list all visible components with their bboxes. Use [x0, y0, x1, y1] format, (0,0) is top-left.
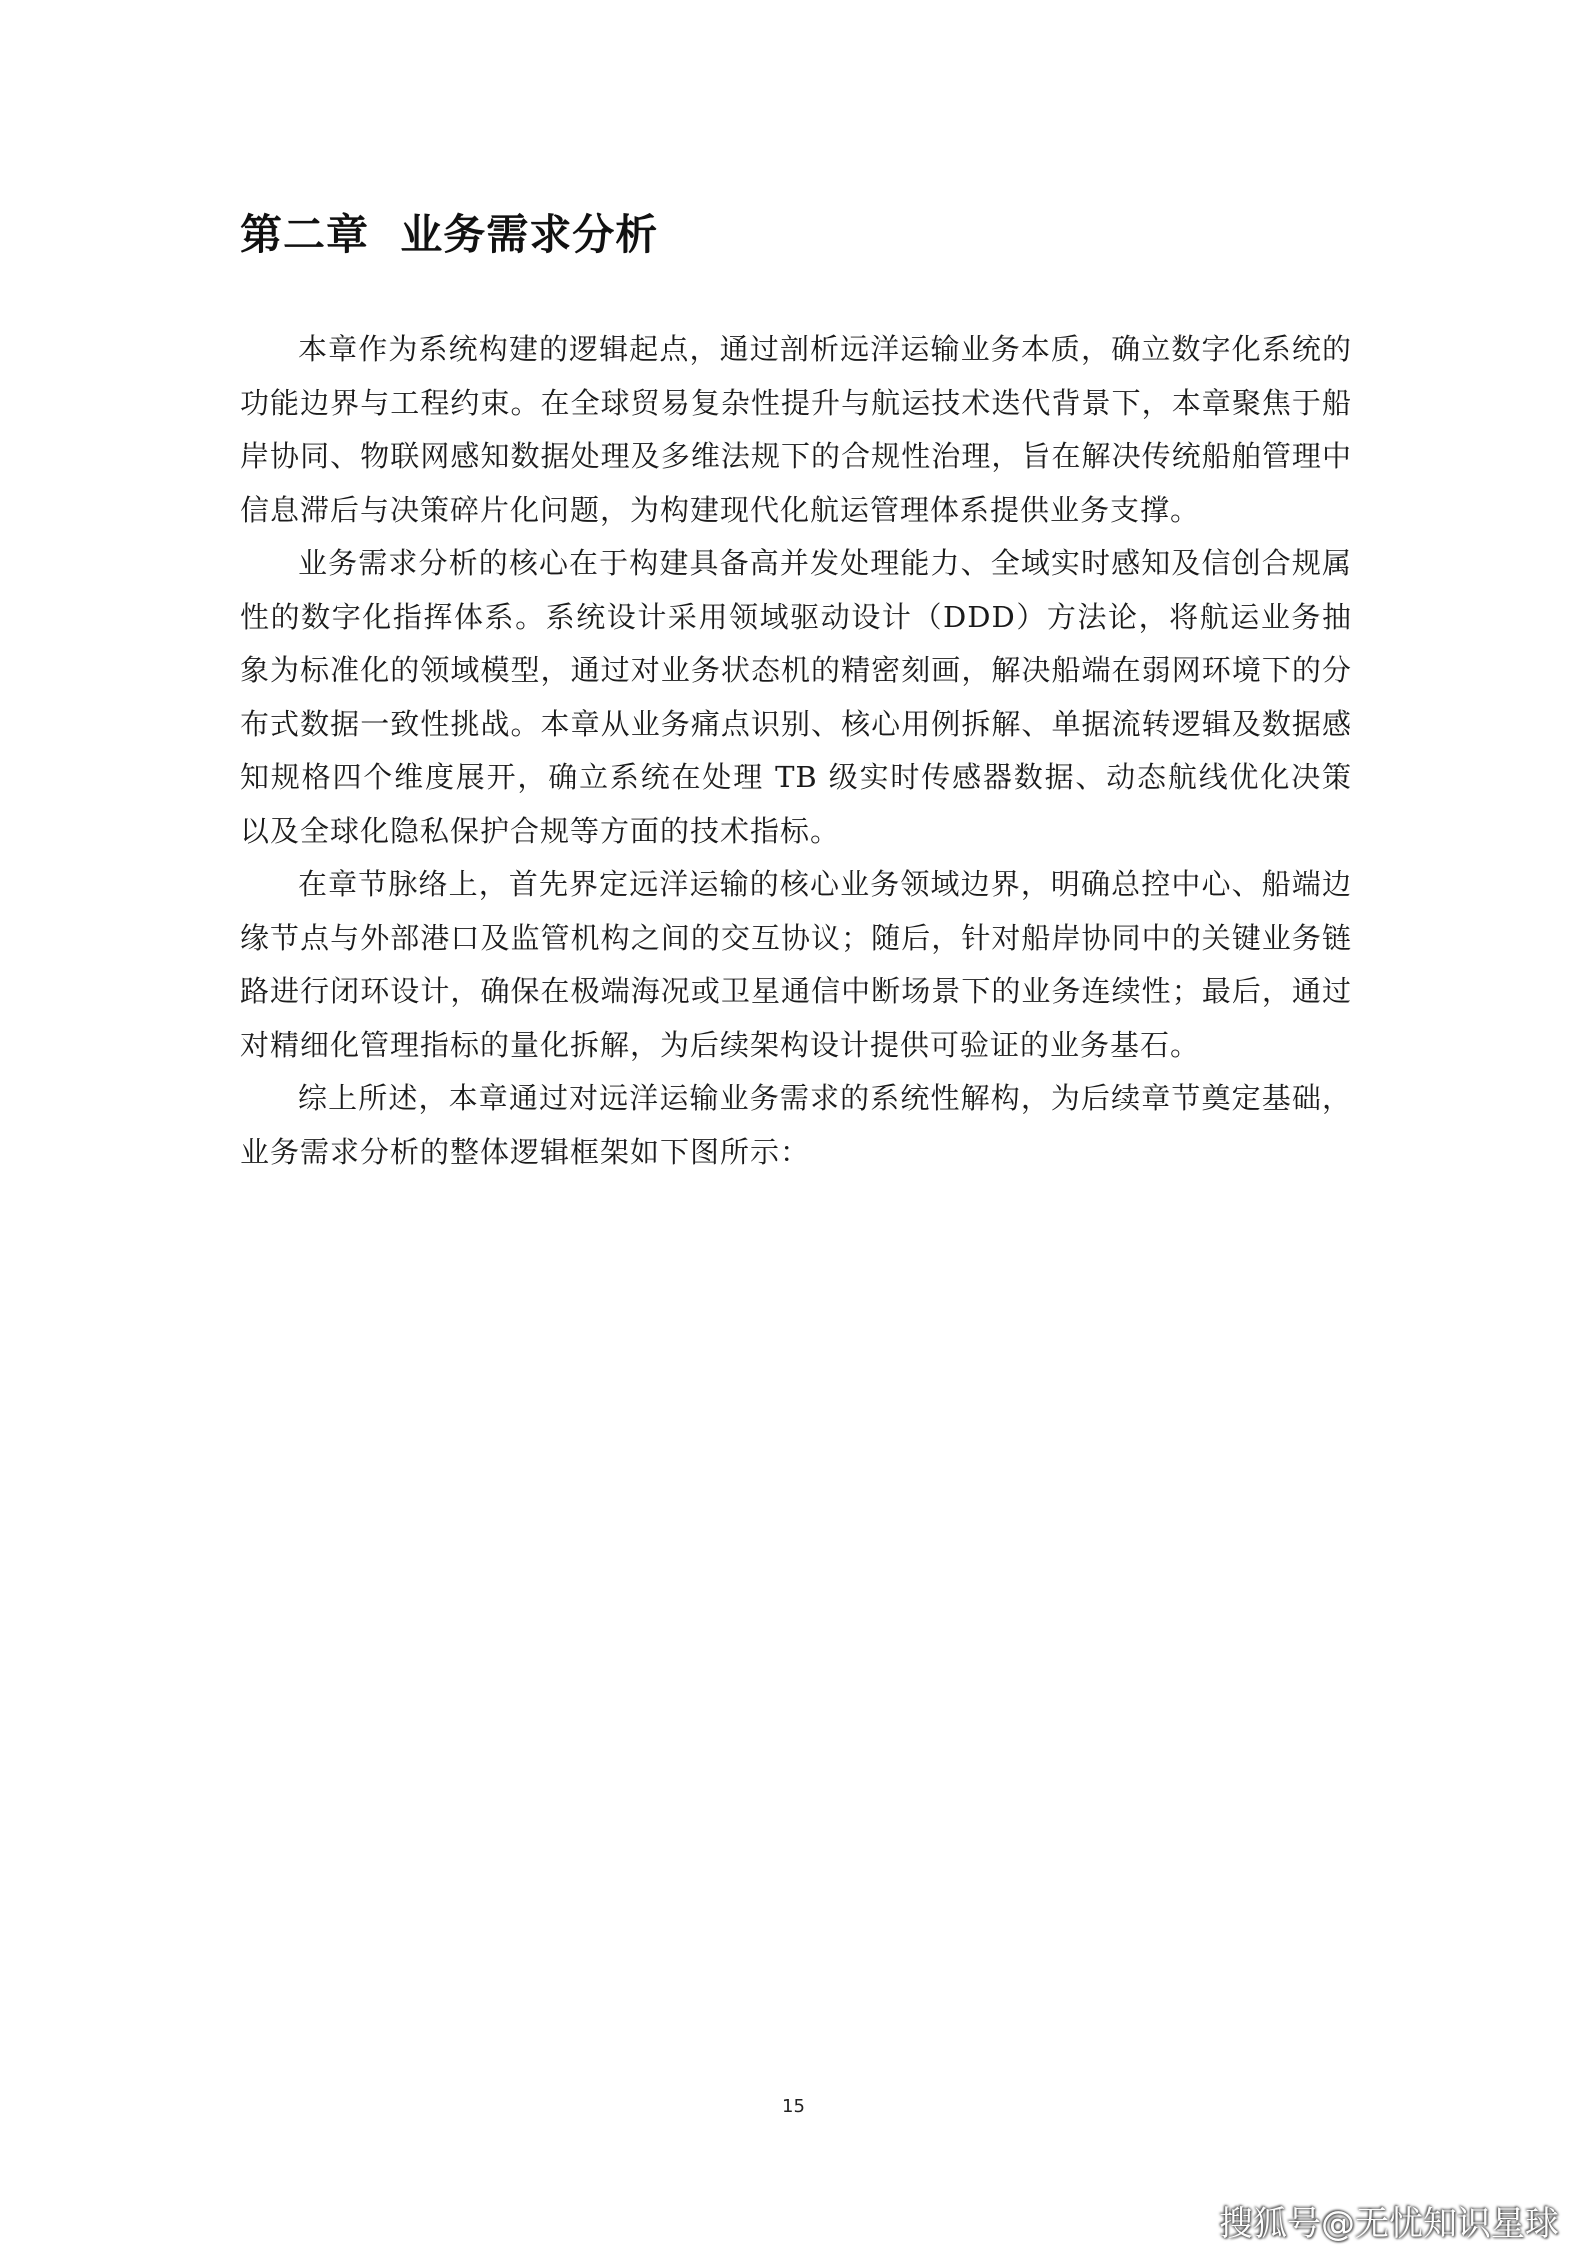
- watermark: 搜狐号@无忧知识星球: [1219, 2204, 1559, 2244]
- chapter-title: 第二章 业务需求分析: [240, 210, 659, 259]
- paragraph-structure: 在章节脉络上，首先界定远洋运输的核心业务领域边界，明确总控中心、船端边缘节点与外部港口及监管机构之间的交互协议；随后，针对船岸协同中的关键业务链路进行闭环设计，确保在极端海况或卫星通信中断场景下的业务连续性；最后，通过对精细化管理指标的量化拆解，为后续架构设计提供可验证的业务基石。: [240, 867, 1352, 1062]
- paragraph-intro: 本章作为系统构建的逻辑起点，通过剖析远洋运输业务本质，确立数字化系统的功能边界与工程约束。在全球贸易复杂性提升与航运技术迭代背景下，本章聚焦于船岸协同、物联网感知数据处理及多维法规下的合规性治理，旨在解决传统船舶管理中信息滞后与决策碎片化问题，为构建现代化航运管理体系提供业务支撑。: [240, 332, 1352, 527]
- chapter-body: [240, 323, 1352, 1179]
- paragraph-core: 业务需求分析的核心在于构建具备高并发处理能力、全域实时感知及信创合规属性的数字化指挥体系。系统设计采用领域驱动设计（DDD）方法论，将航运业务抽象为标准化的领域模型，通过对业务状态机的精密刻画，解决船端在弱网环境下的分布式数据一致性挑战。本章从业务痛点识别、核心用例拆解、单据流转逻辑及数据感知规格四个维度展开，确立系统在处理 TB 级实时传感器数据、动态航线优化决策以及全球化隐私保护合规等方面的技术指标。: [240, 546, 1352, 848]
- page-number: 15: [782, 2096, 805, 2117]
- paragraph-summary: 综上所述，本章通过对远洋运输业务需求的系统性解构，为后续章节奠定基础，业务需求分析的整体逻辑框架如下图所示：: [240, 1081, 1352, 1169]
